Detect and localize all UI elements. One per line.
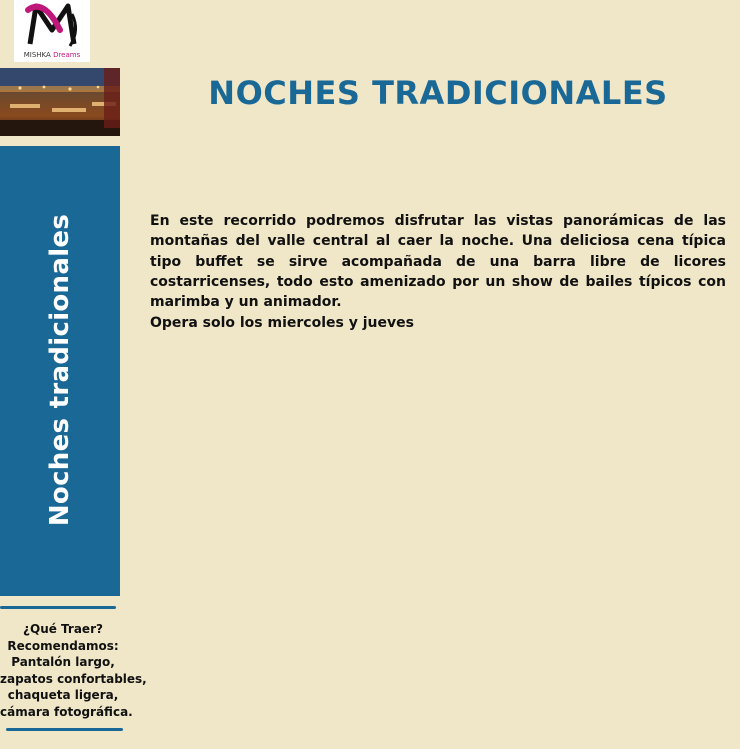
logo-tagline: Dreams — [53, 51, 81, 59]
schedule-note: Opera solo los miercoles y jueves — [150, 315, 414, 331]
page-title: NOCHES TRADICIONALES — [208, 74, 668, 112]
divider-bottom — [6, 728, 123, 731]
sidebar-vertical-title: Noches tradicionales — [45, 213, 75, 527]
what-to-bring-line: Pantalón largo, — [11, 655, 115, 670]
logo-name: MISHKA — [23, 51, 51, 59]
what-to-bring-line: cámara fotográfica. — [0, 704, 133, 719]
tour-description: En este recorrido podremos disfrutar las vistas panorámicas de las montañas del valle central al caer la noche. Una deliciosa cena típica tipo buffet se sirve acompañada de una barra libre de licores costarricenses, todo esto amenizado por un show de bailes típicos con marimba y un animador. — [150, 213, 726, 311]
what-to-bring-line: zapatos confortables, — [0, 671, 147, 686]
divider-top — [0, 606, 116, 609]
restaurant-night-photo — [0, 68, 120, 136]
what-to-bring-box — [0, 621, 147, 721]
mishka-logo-icon — [14, 0, 90, 52]
what-to-bring-heading: ¿Qué Traer? — [23, 622, 103, 636]
logo-wordmark — [14, 51, 90, 60]
what-to-bring-line: chaqueta ligera, — [7, 688, 119, 703]
restaurant-photo-icon — [0, 68, 120, 136]
brand-logo — [14, 0, 90, 62]
what-to-bring-line: Recomendamos: — [7, 638, 119, 653]
